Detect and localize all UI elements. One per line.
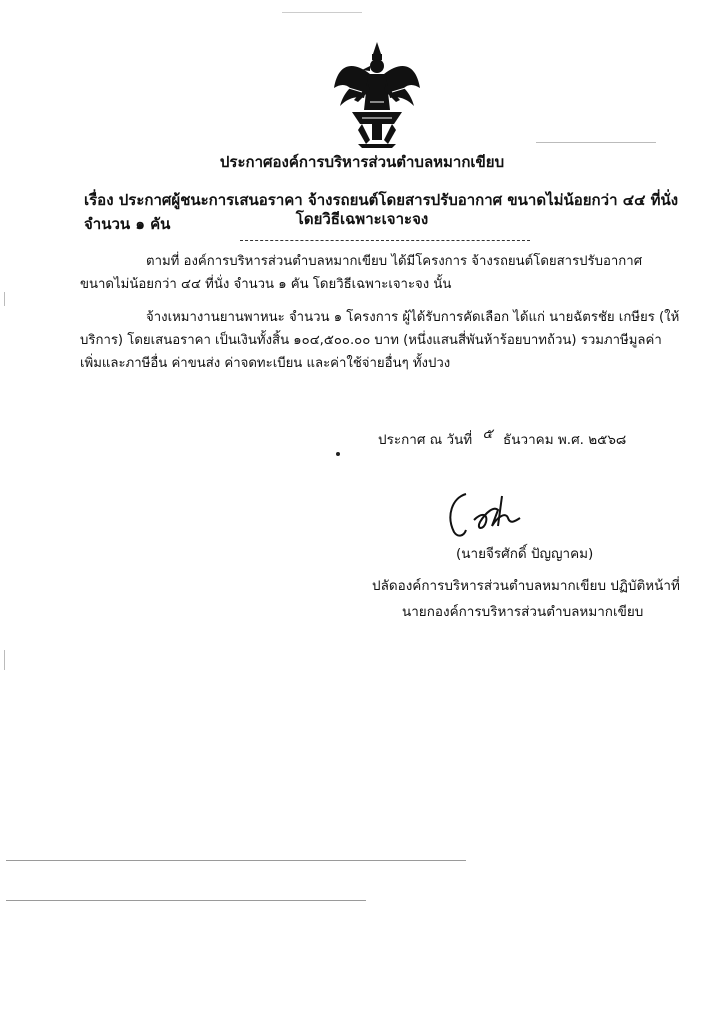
signatory-position-2: นายกองค์การบริหารส่วนตำบลหมากเขียบ [402, 604, 644, 620]
signatory-name: (นายจีรศักดิ์ ปัญญาคม) [456, 546, 594, 562]
date-prefix: ประกาศ ณ วันที่ [378, 432, 473, 448]
announcement-date [378, 428, 626, 450]
scan-edge-mark [4, 650, 5, 670]
scan-line [282, 12, 362, 13]
date-day: ๕ [482, 426, 493, 442]
document-subject: เรื่อง ประกาศผู้ชนะการเสนอราคา จ้างรถยนต์โดยสารปรับอากาศ ขนาดไม่น้อยกว่า ๔๔ ที่นั่ง จำนวน ๑ คัน [84, 191, 679, 233]
scan-line [6, 860, 466, 861]
signatory-position-1: ปลัดองค์การบริหารส่วนตำบลหมากเขียบ ปฏิบัติหน้าที่ [372, 578, 680, 594]
signature-icon [440, 486, 550, 542]
body-paragraph-2: จ้างเหมางานยานพาหนะ จำนวน ๑ โครงการ ผู้ได้รับการคัดเลือก ได้แก่ นายฉัตรชัย เกษียร (ให้บริการ) โดยเสนอราคา เป็นเงินทั้งสิ้น ๑๐๔,๕๐๐.๐๐ บาท (หนึ่งแสนสี่พันห้าร้อยบาทถ้วน) รวมภาษีมูลค่าเพิ่มและภาษีอื่น ค่าขนส่ง ค่าจดทะเบียน และค่าใช้จ่ายอื่นๆ ทั้งปวง [80, 310, 680, 371]
document-title: ประกาศองค์การบริหารส่วนตำบลหมากเขียบ [219, 153, 505, 171]
scan-line [536, 142, 656, 143]
scan-edge-mark [4, 292, 5, 306]
scan-line [6, 900, 366, 901]
garuda-emblem-icon [332, 40, 422, 148]
date-month-year: ธันวาคม พ.ศ. ๒๕๖๘ [503, 432, 627, 448]
procurement-method: โดยวิธีเฉพาะเจาะจง [295, 210, 429, 228]
body-paragraph-1: ตามที่ องค์การบริหารส่วนตำบลหมากเขียบ ได้มีโครงการ จ้างรถยนต์โดยสารปรับอากาศ ขนาดไม่น้อยกว่า ๔๔ ที่นั่ง จำนวน ๑ คัน โดยวิธีเฉพาะเจาะจง นั้น [80, 254, 643, 292]
title-divider [240, 240, 530, 241]
scan-speck [336, 452, 340, 456]
